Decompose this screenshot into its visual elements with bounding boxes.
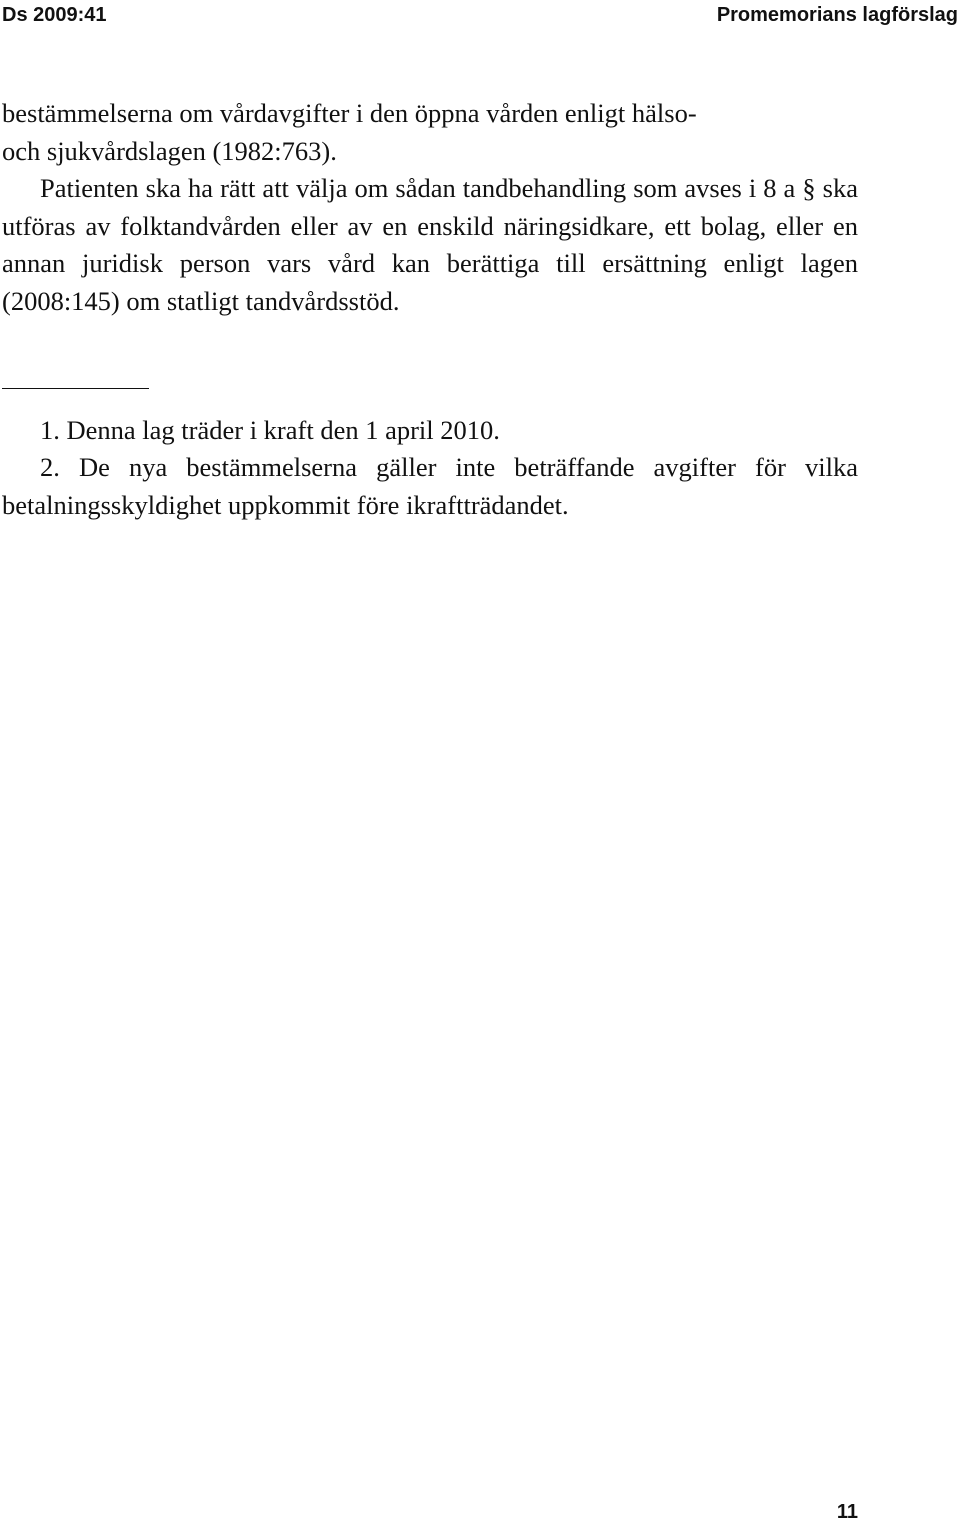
paragraph-fees-line-2: och sjukvårdslagen (1982:763). <box>2 135 337 166</box>
section-sign: § <box>802 173 816 203</box>
paragraph-fees-line-1: bestämmelserna om vårdavgifter i den öppna vården enligt hälso- <box>2 98 697 128</box>
paragraph-patient-choice-part-2: ska utföras av folktandvården eller av en enskild näringsidkare, ett bolag, eller en annan juridisk person vars vård kan berättiga till ersättning enligt lagen (2008:145) om statligt tandvårdsstöd. <box>2 173 858 316</box>
transitional-provision-2: 2. De nya bestämmelserna gäller inte beträffande avgifter för vilka betalningsskyldighet uppkommit före ikraftträdandet. <box>2 452 858 520</box>
header-document-id: Ds 2009:41 <box>2 4 107 26</box>
paragraph-fees <box>2 95 858 170</box>
paragraph-patient-choice-part-1: Patienten ska ha rätt att välja om sådan tandbehandling som avses i 8 a <box>40 173 796 203</box>
separator-rule <box>2 388 149 389</box>
paragraph-patient-choice <box>2 170 858 320</box>
transitional-provision-1: 1. Denna lag träder i kraft den 1 april 2010. <box>40 415 500 445</box>
page-number: 11 <box>836 1501 858 1523</box>
header-section-title: Promemorians lagförslag <box>716 4 958 26</box>
